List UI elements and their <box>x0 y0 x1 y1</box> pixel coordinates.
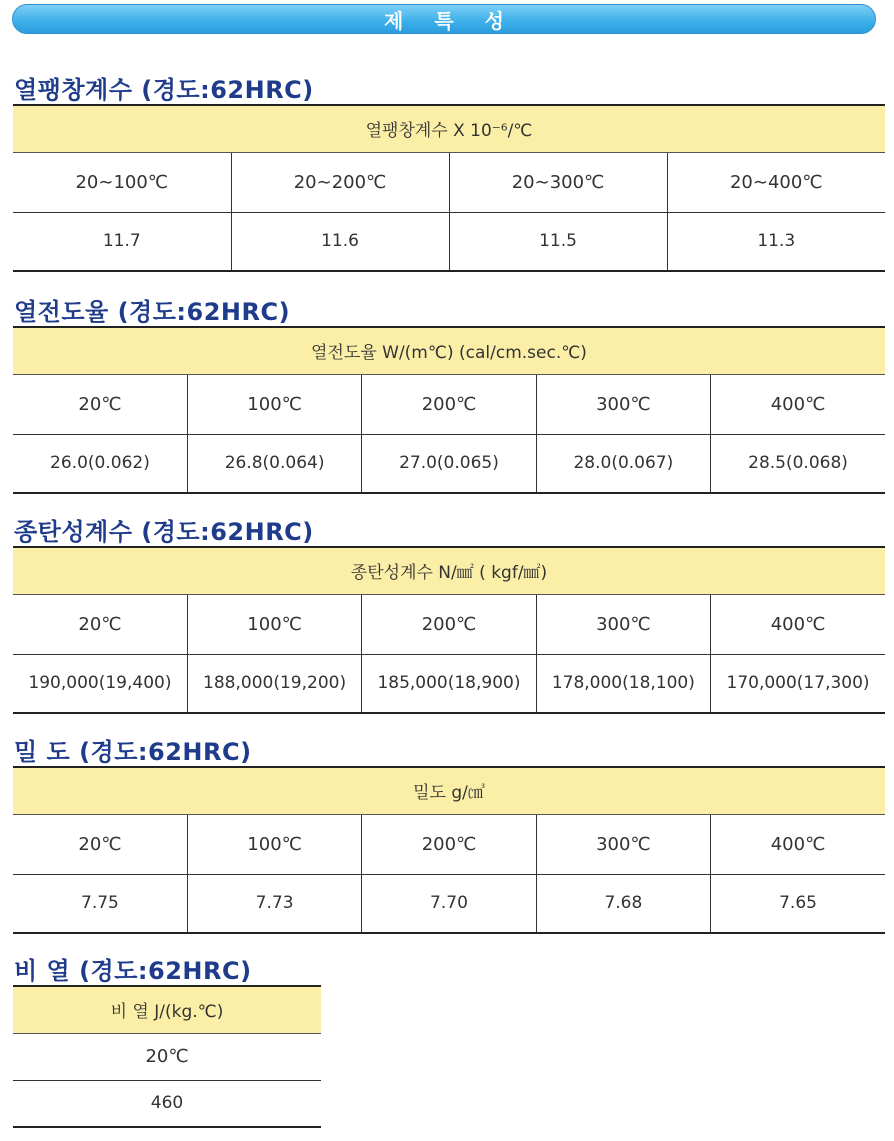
density-table <box>13 766 885 934</box>
value-cell: 28.5(0.068) <box>711 434 885 493</box>
temperature-cell: 100℃ <box>187 374 361 434</box>
temperature-cell: 400℃ <box>711 374 885 434</box>
section-title-elastic-modulus: 종탄성계수 (경도:62HRC) <box>14 518 314 546</box>
value-cell: 26.0(0.062) <box>50 453 150 474</box>
temperature-cell: 20℃ <box>13 374 187 434</box>
temperature-cell: 100℃ <box>187 814 361 874</box>
value-cell: 11.7 <box>102 231 141 252</box>
temperature-cell: 20℃ <box>13 814 187 874</box>
temperature-cell: 200℃ <box>362 594 536 654</box>
table-header: 비 열 J/(kg.℃) <box>13 986 321 1033</box>
value-cell: 27.0(0.065) <box>362 434 536 493</box>
section-title-thermal-expansion: 열팽창계수 (경도:62HRC) <box>14 76 314 104</box>
temperature-cell: 20∼300℃ <box>449 152 667 212</box>
title-banner <box>12 4 876 34</box>
value-cell: 185,000(18,900) <box>362 654 536 713</box>
temperature-cell: 300℃ <box>536 814 710 874</box>
thermal-expansion-table <box>13 104 885 272</box>
value-cell: 7.70 <box>362 874 536 933</box>
value-cell: 460 <box>150 1093 184 1114</box>
table-header: 밀도 g/㎤ <box>13 767 885 814</box>
value-cell: 26.8(0.064) <box>187 434 361 493</box>
value-cell: 7.68 <box>536 874 710 933</box>
temperature-cell: 20∼200℃ <box>231 152 449 212</box>
temperature-cell: 400℃ <box>711 594 885 654</box>
temperature-cell: 400℃ <box>711 814 885 874</box>
value-cell: 188,000(19,200) <box>187 654 361 713</box>
temperature-cell: 300℃ <box>536 594 710 654</box>
section-title-specific-heat: 비 열 (경도:62HRC) <box>14 957 252 985</box>
temperature-cell: 100℃ <box>187 594 361 654</box>
value-cell: 11.6 <box>231 212 449 271</box>
specific-heat-table <box>13 985 321 1128</box>
temperature-cell: 20℃ <box>13 594 187 654</box>
temperature-cell: 20∼100℃ <box>13 152 231 212</box>
value-cell: 7.65 <box>711 874 885 933</box>
value-cell: 7.73 <box>187 874 361 933</box>
value-cell: 11.3 <box>667 212 885 271</box>
value-cell: 190,000(19,400) <box>28 673 172 694</box>
temperature-cell: 200℃ <box>362 814 536 874</box>
temperature-cell: 200℃ <box>362 374 536 434</box>
table-header: 열팽창계수 X 10⁻⁶/℃ <box>13 105 885 152</box>
value-cell: 11.5 <box>449 212 667 271</box>
value-cell: 7.75 <box>81 893 119 914</box>
value-cell: 178,000(18,100) <box>536 654 710 713</box>
temperature-cell: 300℃ <box>536 374 710 434</box>
table-header: 종탄성계수 N/㎟ ( kgf/㎟) <box>13 547 885 594</box>
value-cell: 28.0(0.067) <box>536 434 710 493</box>
value-cell: 170,000(17,300) <box>711 654 885 713</box>
thermal-conductivity-table <box>13 326 885 494</box>
temperature-cell: 20℃ <box>13 1033 321 1080</box>
section-title-density: 밀 도 (경도:62HRC) <box>14 738 252 766</box>
table-header: 열전도율 W/(m℃) (cal/cm.sec.℃) <box>13 327 885 374</box>
section-title-thermal-conductivity: 열전도율 (경도:62HRC) <box>14 298 291 326</box>
temperature-cell: 20∼400℃ <box>667 152 885 212</box>
elastic-modulus-table <box>13 546 885 714</box>
banner-title: 제 특 성 <box>384 8 516 33</box>
